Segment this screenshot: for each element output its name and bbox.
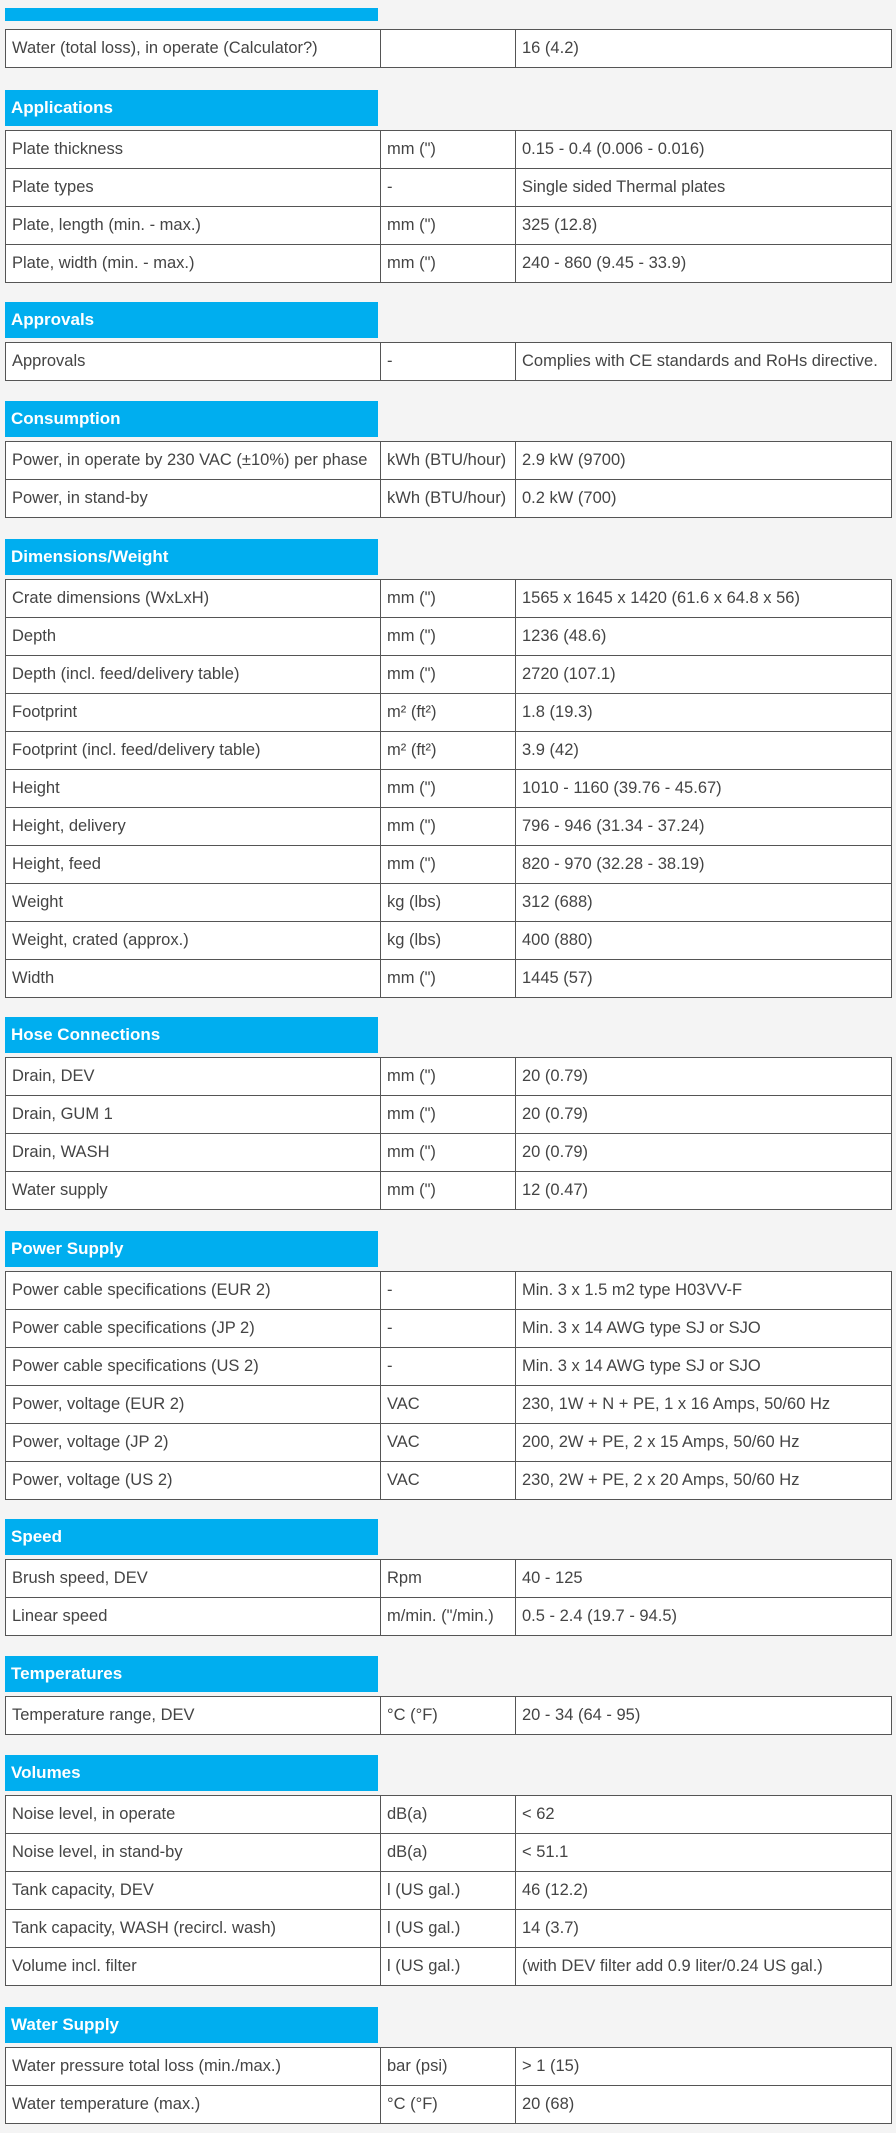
- table-row: [6, 1560, 892, 1598]
- spec-label: Height, delivery: [6, 808, 381, 846]
- table-row: [6, 1598, 892, 1636]
- table-row: [6, 618, 892, 656]
- table-row: [6, 480, 892, 518]
- section-dimensions-weight: [5, 539, 891, 998]
- spec-value: Complies with CE standards and RoHs directive.: [516, 343, 892, 381]
- spec-unit: [381, 30, 516, 68]
- spec-label: Height, feed: [6, 846, 381, 884]
- spec-table: [5, 1696, 892, 1735]
- spec-unit: kg (lbs): [381, 884, 516, 922]
- table-row: [6, 922, 892, 960]
- section-header: [5, 8, 378, 21]
- spec-label: Drain, WASH: [6, 1134, 381, 1172]
- spec-label: Crate dimensions (WxLxH): [6, 580, 381, 618]
- table-row: [6, 2048, 892, 2086]
- table-row: [6, 1424, 892, 1462]
- spec-value: 230, 2W + PE, 2 x 20 Amps, 50/60 Hz: [516, 1462, 892, 1500]
- section-header: Power Supply: [5, 1231, 378, 1267]
- table-row: [6, 580, 892, 618]
- spec-label: Power cable specifications (US 2): [6, 1348, 381, 1386]
- spec-value: 1.8 (19.3): [516, 694, 892, 732]
- table-row: [6, 1386, 892, 1424]
- section-power-supply: [5, 1231, 891, 1500]
- spec-label: Noise level, in operate: [6, 1796, 381, 1834]
- spec-value: 240 - 860 (9.45 - 33.9): [516, 245, 892, 283]
- spec-label: Weight: [6, 884, 381, 922]
- spec-value: (with DEV filter add 0.9 liter/0.24 US gal.): [516, 1948, 892, 1986]
- table-row: [6, 2086, 892, 2124]
- spec-label: Noise level, in stand-by: [6, 1834, 381, 1872]
- spec-table: [5, 130, 892, 283]
- spec-value: Min. 3 x 14 AWG type SJ or SJO: [516, 1348, 892, 1386]
- table-row: [6, 732, 892, 770]
- table-row: [6, 1697, 892, 1735]
- spec-label: Drain, GUM 1: [6, 1096, 381, 1134]
- table-row: [6, 1834, 892, 1872]
- spec-label: Drain, DEV: [6, 1058, 381, 1096]
- table-row: [6, 808, 892, 846]
- spec-unit: mm ("): [381, 1058, 516, 1096]
- spec-label: Plate, width (min. - max.): [6, 245, 381, 283]
- spec-label: Footprint (incl. feed/delivery table): [6, 732, 381, 770]
- spec-value: 12 (0.47): [516, 1172, 892, 1210]
- spec-unit: dB(a): [381, 1834, 516, 1872]
- spec-value: 2720 (107.1): [516, 656, 892, 694]
- spec-unit: VAC: [381, 1462, 516, 1500]
- section-header: Approvals: [5, 302, 378, 338]
- spec-value: 820 - 970 (32.28 - 38.19): [516, 846, 892, 884]
- spec-label: Linear speed: [6, 1598, 381, 1636]
- table-row: [6, 694, 892, 732]
- spec-label: Water pressure total loss (min./max.): [6, 2048, 381, 2086]
- spec-value: 1236 (48.6): [516, 618, 892, 656]
- section-consumption: [5, 401, 891, 518]
- spec-unit: mm ("): [381, 960, 516, 998]
- spec-label: Footprint: [6, 694, 381, 732]
- spec-unit: mm ("): [381, 1096, 516, 1134]
- spec-label: Tank capacity, WASH (recircl. wash): [6, 1910, 381, 1948]
- section-header: Dimensions/Weight: [5, 539, 378, 575]
- spec-label: Temperature range, DEV: [6, 1697, 381, 1735]
- spec-table: [5, 29, 892, 68]
- spec-unit: mm ("): [381, 656, 516, 694]
- spec-unit: mm ("): [381, 131, 516, 169]
- spec-table: [5, 1271, 892, 1500]
- table-row: [6, 169, 892, 207]
- spec-label: Power, voltage (US 2): [6, 1462, 381, 1500]
- spec-label: Power, in stand-by: [6, 480, 381, 518]
- spec-label: Plate, length (min. - max.): [6, 207, 381, 245]
- spec-table: [5, 1057, 892, 1210]
- spec-value: 0.5 - 2.4 (19.7 - 94.5): [516, 1598, 892, 1636]
- spec-unit: Rpm: [381, 1560, 516, 1598]
- spec-table: [5, 579, 892, 998]
- spec-value: 2.9 kW (9700): [516, 442, 892, 480]
- table-row: [6, 846, 892, 884]
- section-header: Speed: [5, 1519, 378, 1555]
- spec-label: Volume incl. filter: [6, 1948, 381, 1986]
- section-approvals: [5, 302, 891, 381]
- section-speed: [5, 1519, 891, 1636]
- table-row: [6, 131, 892, 169]
- spec-label: Power, in operate by 230 VAC (±10%) per phase: [6, 442, 381, 480]
- spec-unit: l (US gal.): [381, 1948, 516, 1986]
- spec-unit: kg (lbs): [381, 922, 516, 960]
- spec-unit: bar (psi): [381, 2048, 516, 2086]
- table-row: [6, 1948, 892, 1986]
- spec-unit: l (US gal.): [381, 1910, 516, 1948]
- spec-unit: mm ("): [381, 846, 516, 884]
- spec-unit: kWh (BTU/hour): [381, 480, 516, 518]
- spec-unit: °C (°F): [381, 1697, 516, 1735]
- spec-unit: kWh (BTU/hour): [381, 442, 516, 480]
- spec-unit: VAC: [381, 1424, 516, 1462]
- spec-unit: mm ("): [381, 207, 516, 245]
- spec-value: Min. 3 x 1.5 m2 type H03VV-F: [516, 1272, 892, 1310]
- spec-unit: VAC: [381, 1386, 516, 1424]
- section-header: Water Supply: [5, 2007, 378, 2043]
- spec-value: 200, 2W + PE, 2 x 15 Amps, 50/60 Hz: [516, 1424, 892, 1462]
- spec-unit: -: [381, 343, 516, 381]
- spec-value: 20 (68): [516, 2086, 892, 2124]
- spec-unit: -: [381, 1272, 516, 1310]
- spec-label: Power cable specifications (EUR 2): [6, 1272, 381, 1310]
- table-row: [6, 343, 892, 381]
- spec-value: 46 (12.2): [516, 1872, 892, 1910]
- spec-unit: -: [381, 1348, 516, 1386]
- table-row: [6, 245, 892, 283]
- spec-value: 325 (12.8): [516, 207, 892, 245]
- spec-label: Power cable specifications (JP 2): [6, 1310, 381, 1348]
- table-row: [6, 656, 892, 694]
- spec-label: Tank capacity, DEV: [6, 1872, 381, 1910]
- spec-unit: dB(a): [381, 1796, 516, 1834]
- spec-label: Width: [6, 960, 381, 998]
- spec-value: 796 - 946 (31.34 - 37.24): [516, 808, 892, 846]
- table-row: [6, 1272, 892, 1310]
- spec-label: Brush speed, DEV: [6, 1560, 381, 1598]
- table-row: [6, 207, 892, 245]
- spec-table: [5, 1559, 892, 1636]
- spec-unit: l (US gal.): [381, 1872, 516, 1910]
- table-row: [6, 30, 892, 68]
- spec-value: 20 (0.79): [516, 1096, 892, 1134]
- spec-label: Water supply: [6, 1172, 381, 1210]
- section-temperatures: [5, 1656, 891, 1735]
- table-row: [6, 1310, 892, 1348]
- spec-table: [5, 342, 892, 381]
- spec-value: > 1 (15): [516, 2048, 892, 2086]
- section-water-supply: [5, 2007, 891, 2124]
- section-header: Volumes: [5, 1755, 378, 1791]
- spec-value: 312 (688): [516, 884, 892, 922]
- spec-label: Water (total loss), in operate (Calculator?): [6, 30, 381, 68]
- table-row: [6, 1872, 892, 1910]
- spec-label: Height: [6, 770, 381, 808]
- spec-table: [5, 2047, 892, 2124]
- section-header: Applications: [5, 90, 378, 126]
- spec-unit: m² (ft²): [381, 694, 516, 732]
- spec-value: 14 (3.7): [516, 1910, 892, 1948]
- spec-table: [5, 441, 892, 518]
- table-row: [6, 442, 892, 480]
- spec-value: 16 (4.2): [516, 30, 892, 68]
- spec-unit: mm ("): [381, 1134, 516, 1172]
- spec-unit: m² (ft²): [381, 732, 516, 770]
- table-row: [6, 1796, 892, 1834]
- spec-label: Water temperature (max.): [6, 2086, 381, 2124]
- spec-value: Single sided Thermal plates: [516, 169, 892, 207]
- table-row: [6, 960, 892, 998]
- section-header: Consumption: [5, 401, 378, 437]
- spec-label: Depth (incl. feed/delivery table): [6, 656, 381, 694]
- spec-unit: -: [381, 1310, 516, 1348]
- spec-value: 0.15 - 0.4 (0.006 - 0.016): [516, 131, 892, 169]
- table-row: [6, 1134, 892, 1172]
- section-applications: [5, 90, 891, 283]
- spec-value: 0.2 kW (700): [516, 480, 892, 518]
- spec-value: Min. 3 x 14 AWG type SJ or SJO: [516, 1310, 892, 1348]
- spec-label: Depth: [6, 618, 381, 656]
- spec-unit: mm ("): [381, 1172, 516, 1210]
- section-volumes: [5, 1755, 891, 1986]
- spec-unit: mm ("): [381, 580, 516, 618]
- spec-label: Power, voltage (EUR 2): [6, 1386, 381, 1424]
- section-header: Temperatures: [5, 1656, 378, 1692]
- spec-unit: -: [381, 169, 516, 207]
- spec-value: 20 - 34 (64 - 95): [516, 1697, 892, 1735]
- spec-value: < 51.1: [516, 1834, 892, 1872]
- spec-value: 3.9 (42): [516, 732, 892, 770]
- table-row: [6, 1096, 892, 1134]
- spec-value: 20 (0.79): [516, 1134, 892, 1172]
- spec-value: 1445 (57): [516, 960, 892, 998]
- spec-label: Power, voltage (JP 2): [6, 1424, 381, 1462]
- section-header: Hose Connections: [5, 1017, 378, 1053]
- spec-value: 400 (880): [516, 922, 892, 960]
- section-top: [5, 8, 891, 68]
- spec-unit: mm ("): [381, 618, 516, 656]
- spec-value: 230, 1W + N + PE, 1 x 16 Amps, 50/60 Hz: [516, 1386, 892, 1424]
- spec-label: Approvals: [6, 343, 381, 381]
- spec-label: Weight, crated (approx.): [6, 922, 381, 960]
- table-row: [6, 884, 892, 922]
- table-row: [6, 1462, 892, 1500]
- spec-unit: mm ("): [381, 770, 516, 808]
- spec-label: Plate thickness: [6, 131, 381, 169]
- table-row: [6, 1172, 892, 1210]
- spec-value: < 62: [516, 1796, 892, 1834]
- spec-value: 1010 - 1160 (39.76 - 45.67): [516, 770, 892, 808]
- table-row: [6, 1348, 892, 1386]
- table-row: [6, 770, 892, 808]
- section-hose-connections: [5, 1017, 891, 1210]
- spec-label: Plate types: [6, 169, 381, 207]
- spec-value: 40 - 125: [516, 1560, 892, 1598]
- spec-unit: °C (°F): [381, 2086, 516, 2124]
- spec-unit: m/min. ("/min.): [381, 1598, 516, 1636]
- spec-value: 1565 x 1645 x 1420 (61.6 x 64.8 x 56): [516, 580, 892, 618]
- spec-value: 20 (0.79): [516, 1058, 892, 1096]
- table-row: [6, 1910, 892, 1948]
- spec-unit: mm ("): [381, 245, 516, 283]
- spec-unit: mm ("): [381, 808, 516, 846]
- table-row: [6, 1058, 892, 1096]
- spec-table: [5, 1795, 892, 1986]
